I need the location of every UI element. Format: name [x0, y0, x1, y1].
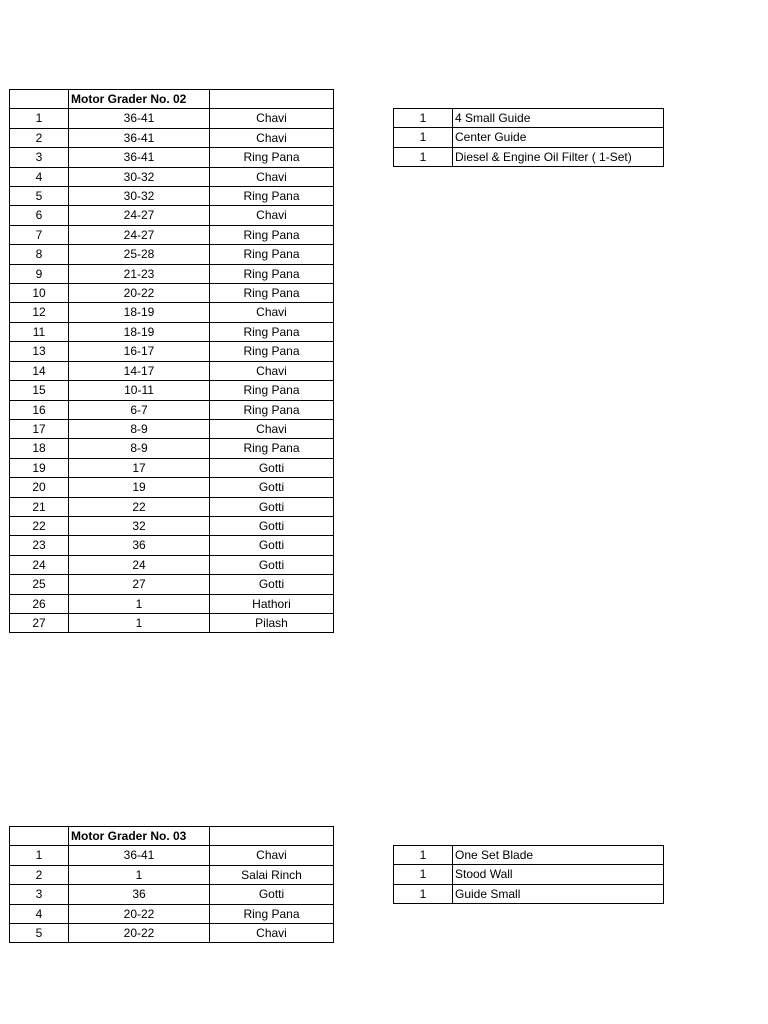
- tool-name-cell: Ring Pana: [210, 245, 334, 264]
- tool-name-cell: Gotti: [210, 536, 334, 555]
- row-number-cell: 15: [10, 381, 69, 400]
- header-blank-cell: [10, 90, 69, 109]
- tool-name-cell: Ring Pana: [210, 400, 334, 419]
- quantity-cell: 1: [394, 884, 453, 903]
- table-row: [10, 594, 334, 613]
- row-number-cell: 4: [10, 167, 69, 186]
- table-row: [10, 284, 334, 303]
- size-cell: 24-27: [69, 206, 210, 225]
- size-cell: 18-19: [69, 303, 210, 322]
- row-number-cell: 3: [10, 148, 69, 167]
- table-row: [10, 924, 334, 943]
- size-cell: 1: [69, 865, 210, 884]
- quantity-cell: 1: [394, 128, 453, 147]
- row-number-cell: 1: [10, 846, 69, 865]
- row-number-cell: 22: [10, 516, 69, 535]
- item-name-cell: Center Guide: [453, 128, 664, 147]
- size-cell: 20-22: [69, 284, 210, 303]
- quantity-cell: 1: [394, 865, 453, 884]
- row-number-cell: 19: [10, 458, 69, 477]
- row-number-cell: 9: [10, 264, 69, 283]
- table-row: [10, 361, 334, 380]
- grader-03-tools-table: [9, 826, 334, 943]
- tool-name-cell: Gotti: [210, 478, 334, 497]
- table-row: [10, 885, 334, 904]
- grader-03-extras-table: [393, 845, 664, 904]
- tool-name-cell: Gotti: [210, 497, 334, 516]
- size-cell: 21-23: [69, 264, 210, 283]
- row-number-cell: 11: [10, 322, 69, 341]
- size-cell: 8-9: [69, 439, 210, 458]
- table-row: [10, 167, 334, 186]
- item-name-cell: Diesel & Engine Oil Filter ( 1-Set): [453, 147, 664, 166]
- table-row: [10, 322, 334, 341]
- tool-name-cell: Ring Pana: [210, 148, 334, 167]
- size-cell: 36-41: [69, 846, 210, 865]
- size-cell: 6-7: [69, 400, 210, 419]
- table-row: [394, 884, 664, 903]
- table-row: [10, 225, 334, 244]
- tool-name-cell: Ring Pana: [210, 264, 334, 283]
- tool-name-cell: Ring Pana: [210, 225, 334, 244]
- table-row: [10, 458, 334, 477]
- item-name-cell: 4 Small Guide: [453, 109, 664, 128]
- row-number-cell: 23: [10, 536, 69, 555]
- size-cell: 30-32: [69, 167, 210, 186]
- grader-03-title: Motor Grader No. 03: [69, 827, 210, 846]
- table-row: [394, 846, 664, 865]
- grader-02-tools-table: [9, 89, 334, 633]
- size-cell: 1: [69, 613, 210, 632]
- size-cell: 30-32: [69, 187, 210, 206]
- row-number-cell: 10: [10, 284, 69, 303]
- table-row: [10, 148, 334, 167]
- tool-name-cell: Chavi: [210, 167, 334, 186]
- size-cell: 36-41: [69, 148, 210, 167]
- table-row: [10, 419, 334, 438]
- tool-name-cell: Chavi: [210, 128, 334, 147]
- size-cell: 1: [69, 594, 210, 613]
- tool-name-cell: Chavi: [210, 924, 334, 943]
- size-cell: 22: [69, 497, 210, 516]
- item-name-cell: One Set Blade: [453, 846, 664, 865]
- row-number-cell: 27: [10, 613, 69, 632]
- table-row: [10, 478, 334, 497]
- table-row: [10, 613, 334, 632]
- size-cell: 18-19: [69, 322, 210, 341]
- size-cell: 36-41: [69, 109, 210, 128]
- size-cell: 17: [69, 458, 210, 477]
- size-cell: 14-17: [69, 361, 210, 380]
- size-cell: 10-11: [69, 381, 210, 400]
- tool-name-cell: Pilash: [210, 613, 334, 632]
- header-blank-cell: [210, 90, 334, 109]
- item-name-cell: Stood Wall: [453, 865, 664, 884]
- row-number-cell: 1: [10, 109, 69, 128]
- row-number-cell: 2: [10, 865, 69, 884]
- tool-name-cell: Ring Pana: [210, 284, 334, 303]
- grader-02-title: Motor Grader No. 02: [69, 90, 210, 109]
- tool-name-cell: Ring Pana: [210, 322, 334, 341]
- size-cell: 19: [69, 478, 210, 497]
- tool-name-cell: Ring Pana: [210, 439, 334, 458]
- table-row: [10, 904, 334, 923]
- size-cell: 27: [69, 575, 210, 594]
- size-cell: 8-9: [69, 419, 210, 438]
- size-cell: 24-27: [69, 225, 210, 244]
- size-cell: 24: [69, 555, 210, 574]
- size-cell: 20-22: [69, 904, 210, 923]
- table-row: [10, 206, 334, 225]
- table-row: [10, 575, 334, 594]
- row-number-cell: 24: [10, 555, 69, 574]
- row-number-cell: 26: [10, 594, 69, 613]
- tool-name-cell: Chavi: [210, 109, 334, 128]
- row-number-cell: 16: [10, 400, 69, 419]
- table-row: [10, 109, 334, 128]
- table-row: [394, 147, 664, 166]
- table-row: [394, 865, 664, 884]
- header-blank-cell: [10, 827, 69, 846]
- row-number-cell: 25: [10, 575, 69, 594]
- tool-name-cell: Gotti: [210, 516, 334, 535]
- tool-name-cell: Chavi: [210, 846, 334, 865]
- table-row: [10, 516, 334, 535]
- row-number-cell: 7: [10, 225, 69, 244]
- row-number-cell: 8: [10, 245, 69, 264]
- tool-name-cell: Chavi: [210, 419, 334, 438]
- quantity-cell: 1: [394, 109, 453, 128]
- row-number-cell: 12: [10, 303, 69, 322]
- tool-name-cell: Ring Pana: [210, 187, 334, 206]
- grader-02-extras-table: [393, 108, 664, 167]
- item-name-cell: Guide Small: [453, 884, 664, 903]
- table-row: [10, 555, 334, 574]
- grader-03-tools-body: [10, 827, 334, 943]
- tool-name-cell: Chavi: [210, 303, 334, 322]
- table-row: [10, 187, 334, 206]
- row-number-cell: 6: [10, 206, 69, 225]
- table-row: [10, 342, 334, 361]
- size-cell: 16-17: [69, 342, 210, 361]
- size-cell: 36: [69, 885, 210, 904]
- table-row: [10, 264, 334, 283]
- row-number-cell: 13: [10, 342, 69, 361]
- table-row: [10, 536, 334, 555]
- tool-name-cell: Hathori: [210, 594, 334, 613]
- size-cell: 32: [69, 516, 210, 535]
- row-number-cell: 21: [10, 497, 69, 516]
- table-row: [394, 128, 664, 147]
- table-row: [10, 439, 334, 458]
- table-row: [10, 497, 334, 516]
- table-row: [10, 245, 334, 264]
- row-number-cell: 20: [10, 478, 69, 497]
- grader-02-extras-body: [394, 109, 664, 167]
- table-row: [10, 381, 334, 400]
- row-number-cell: 18: [10, 439, 69, 458]
- row-number-cell: 4: [10, 904, 69, 923]
- tool-name-cell: Gotti: [210, 575, 334, 594]
- row-number-cell: 5: [10, 924, 69, 943]
- tool-name-cell: Chavi: [210, 206, 334, 225]
- size-cell: 36: [69, 536, 210, 555]
- tool-name-cell: Salai Rinch: [210, 865, 334, 884]
- tool-name-cell: Chavi: [210, 361, 334, 380]
- grader-03-extras-body: [394, 846, 664, 904]
- table-row: [394, 109, 664, 128]
- row-number-cell: 2: [10, 128, 69, 147]
- table-row: [10, 865, 334, 884]
- table-row: [10, 303, 334, 322]
- quantity-cell: 1: [394, 846, 453, 865]
- row-number-cell: 17: [10, 419, 69, 438]
- size-cell: 20-22: [69, 924, 210, 943]
- tool-name-cell: Ring Pana: [210, 342, 334, 361]
- tool-name-cell: Gotti: [210, 885, 334, 904]
- tool-name-cell: Gotti: [210, 458, 334, 477]
- size-cell: 36-41: [69, 128, 210, 147]
- size-cell: 25-28: [69, 245, 210, 264]
- tool-name-cell: Gotti: [210, 555, 334, 574]
- table-header-row: [10, 827, 334, 846]
- tool-name-cell: Ring Pana: [210, 904, 334, 923]
- row-number-cell: 3: [10, 885, 69, 904]
- table-row: [10, 400, 334, 419]
- row-number-cell: 5: [10, 187, 69, 206]
- table-header-row: [10, 90, 334, 109]
- table-row: [10, 128, 334, 147]
- table-row: [10, 846, 334, 865]
- header-blank-cell: [210, 827, 334, 846]
- quantity-cell: 1: [394, 147, 453, 166]
- row-number-cell: 14: [10, 361, 69, 380]
- tool-name-cell: Ring Pana: [210, 381, 334, 400]
- grader-02-tools-body: [10, 90, 334, 633]
